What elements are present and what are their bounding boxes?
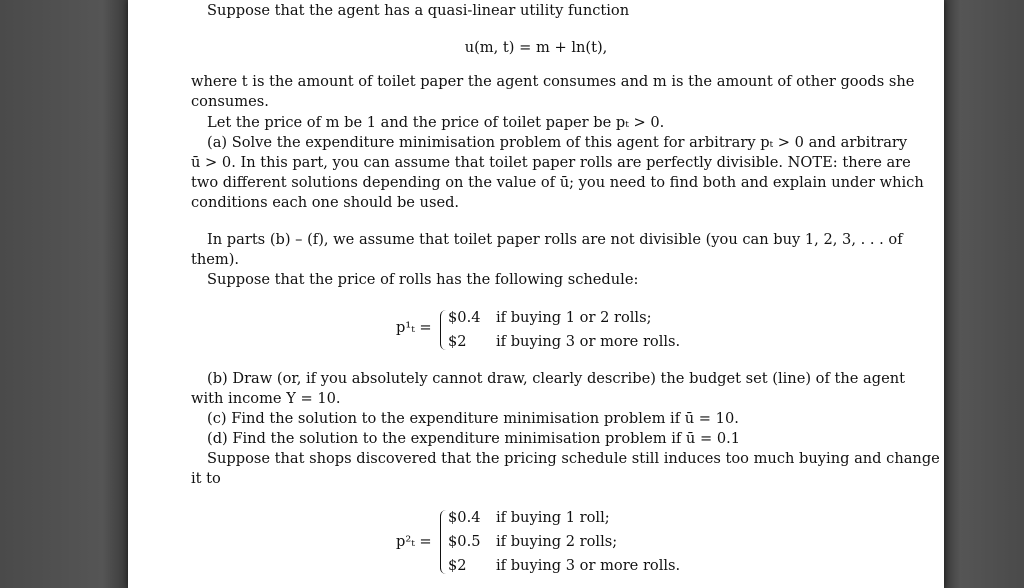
part-d: (d) Find the solution to the expenditure minimisation problem if ū = 0.1 (207, 430, 741, 447)
schedule-2-condition: if buying 1 roll; (496, 509, 610, 526)
schedule-2-amount: $2 (448, 557, 467, 574)
where-line-1: where t is the amount of toilet paper the agent consumes and m is the amount of other goods she (191, 73, 915, 90)
intro-text: Suppose that the agent has a quasi-linear utility function (207, 2, 630, 19)
schedule-2-condition: if buying 2 rolls; (496, 533, 618, 550)
document-page (128, 0, 944, 588)
part-c: (c) Find the solution to the expenditure minimisation problem if ū = 10. (207, 410, 739, 427)
schedule-2-amount: $0.5 (448, 533, 481, 550)
schedule-2-condition: if buying 3 or more rolls. (496, 557, 681, 574)
part-a-line-2: ū > 0. In this part, you can assume that toilet paper rolls are perfectly divisible. NOTE: there are (191, 154, 911, 171)
schedule-2-amount: $0.4 (448, 509, 481, 526)
schedule-2-lhs: p²ₜ = (396, 533, 432, 550)
change-line-2: it to (191, 470, 221, 487)
viewer-left-margin (0, 0, 128, 588)
part-b-line-2: with income Y = 10. (191, 390, 341, 407)
part-a-line-3: two different solutions depending on the value of ū; you need to find both and explain under which (191, 174, 924, 191)
where-line-2: consumes. (191, 93, 269, 110)
part-a-line-4: conditions each one should be used. (191, 194, 460, 211)
schedule-intro: Suppose that the price of rolls has the following schedule: (207, 271, 639, 288)
parts-line-2: them). (191, 251, 240, 268)
schedule-1-lhs: p¹ₜ = (396, 319, 432, 336)
part-a-line-1: (a) Solve the expenditure minimisation problem of this agent for arbitrary pₜ > 0 and arbitrary (207, 134, 908, 151)
part-b-line-1: (b) Draw (or, if you absolutely cannot draw, clearly describe) the budget set (line) of the agent (207, 370, 905, 387)
viewer-right-margin (944, 0, 1024, 588)
schedule-1-amount: $0.4 (448, 309, 481, 326)
schedule-1-condition: if buying 1 or 2 rolls; (496, 309, 652, 326)
parts-line-1: In parts (b) – (f), we assume that toilet paper rolls are not divisible (you can buy 1, 2, 3, . . . of (207, 231, 903, 248)
change-line-1: Suppose that shops discovered that the pricing schedule still induces too much buying and change (207, 450, 940, 467)
price-line: Let the price of m be 1 and the price of toilet paper be pₜ > 0. (207, 114, 665, 131)
schedule-1-amount: $2 (448, 333, 467, 350)
schedule-1-condition: if buying 3 or more rolls. (496, 333, 681, 350)
utility-equation: u(m, t) = m + ln(t), (464, 39, 608, 56)
